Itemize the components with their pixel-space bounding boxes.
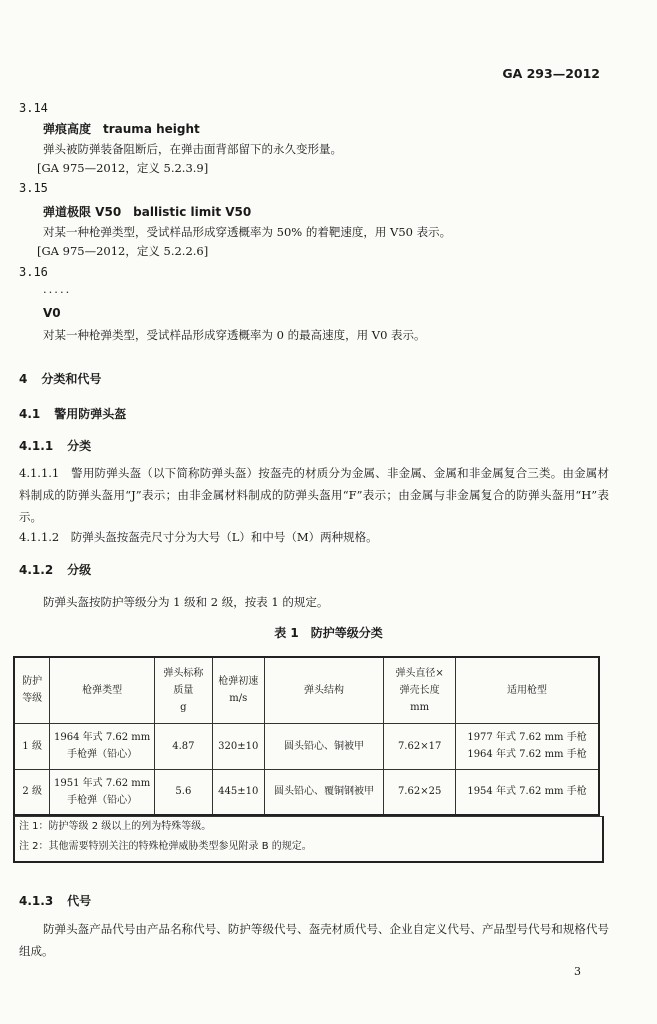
cell-mass: 4.87 bbox=[154, 723, 212, 769]
table-row bbox=[14, 723, 599, 769]
table-notes bbox=[13, 816, 604, 863]
section-heading: 4.1.1 分类 bbox=[19, 439, 92, 453]
term-number: 3.15 bbox=[19, 181, 48, 195]
term-reference: [GA 975—2012，定义 5.2.3.9] bbox=[37, 161, 209, 175]
term-zh: 弹痕高度 bbox=[43, 122, 92, 136]
cell-level: 2 级 bbox=[14, 769, 50, 815]
section-heading: 4.1 警用防弹头盔 bbox=[19, 407, 127, 421]
page-number: 3 bbox=[574, 965, 581, 978]
cell-level: 1 级 bbox=[14, 723, 50, 769]
table-caption: 表 1 防护等级分类 bbox=[274, 626, 383, 640]
header-mass: 弹头标称 质量 g bbox=[154, 657, 212, 723]
section-heading: 4.1.3 代号 bbox=[19, 894, 92, 908]
cell-type: 1964 年式 7.62 mm 手枪弹（铅心） bbox=[50, 723, 155, 769]
paragraph: 4.1.1.1 警用防弹头盔（以下简称防弹头盔）按盔壳的材质分为金属、非金属、金属和非金属复合三类。由金属材料制成的防弹头盔用“J”表示；由非金属材料制成的防弹头盔用“F”表示；由金属与非金属复合的防弹头盔用“H”表示。 bbox=[19, 466, 609, 524]
cell-size: 7.62×25 bbox=[384, 769, 456, 815]
header-level: 防护 等级 bbox=[14, 657, 50, 723]
cell-speed: 320±10 bbox=[212, 723, 264, 769]
header-size: 弹头直径× 弹壳长度 mm bbox=[384, 657, 456, 723]
cell-speed: 445±10 bbox=[212, 769, 264, 815]
omitted-dots: ····· bbox=[43, 285, 72, 299]
term-zh: 弹道极限 V50 bbox=[43, 205, 122, 219]
table-note: 注 1：防护等级 2 级以上的列为特殊等级。 bbox=[19, 821, 212, 832]
term-en: ballistic limit V50 bbox=[133, 205, 252, 219]
cell-gun: 1977 年式 7.62 mm 手枪 1964 年式 7.62 mm 手枪 bbox=[456, 723, 599, 769]
term-definition: 对某一种枪弹类型，受试样品形成穿透概率为 0 的最高速度，用 V0 表示。 bbox=[43, 328, 426, 342]
header-gun: 适用枪型 bbox=[456, 657, 599, 723]
term-definition: 弹头被防弹装备阻断后，在弹击面背部留下的永久变形量。 bbox=[43, 142, 342, 156]
cell-gun: 1954 年式 7.62 mm 手枪 bbox=[456, 769, 599, 815]
cell-structure: 圆头铅心、覆铜钢被甲 bbox=[264, 769, 383, 815]
term-title bbox=[43, 120, 212, 137]
term-en: trauma height bbox=[103, 122, 200, 136]
cell-structure: 圆头铅心、铜被甲 bbox=[264, 723, 383, 769]
doc-code: GA 293—2012 bbox=[502, 66, 600, 81]
cell-size: 7.62×17 bbox=[384, 723, 456, 769]
term-reference: [GA 975—2012，定义 5.2.2.6] bbox=[37, 244, 209, 258]
paragraph: 防弹头盔按防护等级分为 1 级和 2 级，按表 1 的规定。 bbox=[43, 595, 329, 609]
paragraph: 防弹头盔产品代号由产品名称代号、防护等级代号、盔壳材质代号、企业自定义代号、产品型号代号和规格代号组成。 bbox=[19, 922, 609, 958]
cell-mass: 5.6 bbox=[154, 769, 212, 815]
table-header-row bbox=[14, 657, 599, 723]
term-number: 3.16 bbox=[19, 265, 48, 279]
cell-type: 1951 年式 7.62 mm 手枪弹（铅心） bbox=[50, 769, 155, 815]
header-structure: 弹头结构 bbox=[264, 657, 383, 723]
table-note: 注 2：其他需要特别关注的特殊枪弹威胁类型参见附录 B 的规定。 bbox=[19, 841, 312, 852]
term-title bbox=[43, 203, 263, 220]
paragraph: 4.1.1.2 防弹头盔按盔壳尺寸分为大号（L）和中号（M）两种规格。 bbox=[19, 530, 378, 544]
protection-level-table bbox=[13, 656, 600, 816]
term-number: 3.14 bbox=[19, 101, 48, 115]
section-heading: 4 分类和代号 bbox=[19, 372, 102, 386]
header-speed: 枪弹初速 m/s bbox=[212, 657, 264, 723]
section-heading: 4.1.2 分级 bbox=[19, 563, 92, 577]
header-type: 枪弹类型 bbox=[50, 657, 155, 723]
table-row bbox=[14, 769, 599, 815]
term-title: V0 bbox=[43, 306, 61, 320]
term-definition: 对某一种枪弹类型，受试样品形成穿透概率为 50% 的着靶速度，用 V50 表示。 bbox=[43, 225, 452, 239]
